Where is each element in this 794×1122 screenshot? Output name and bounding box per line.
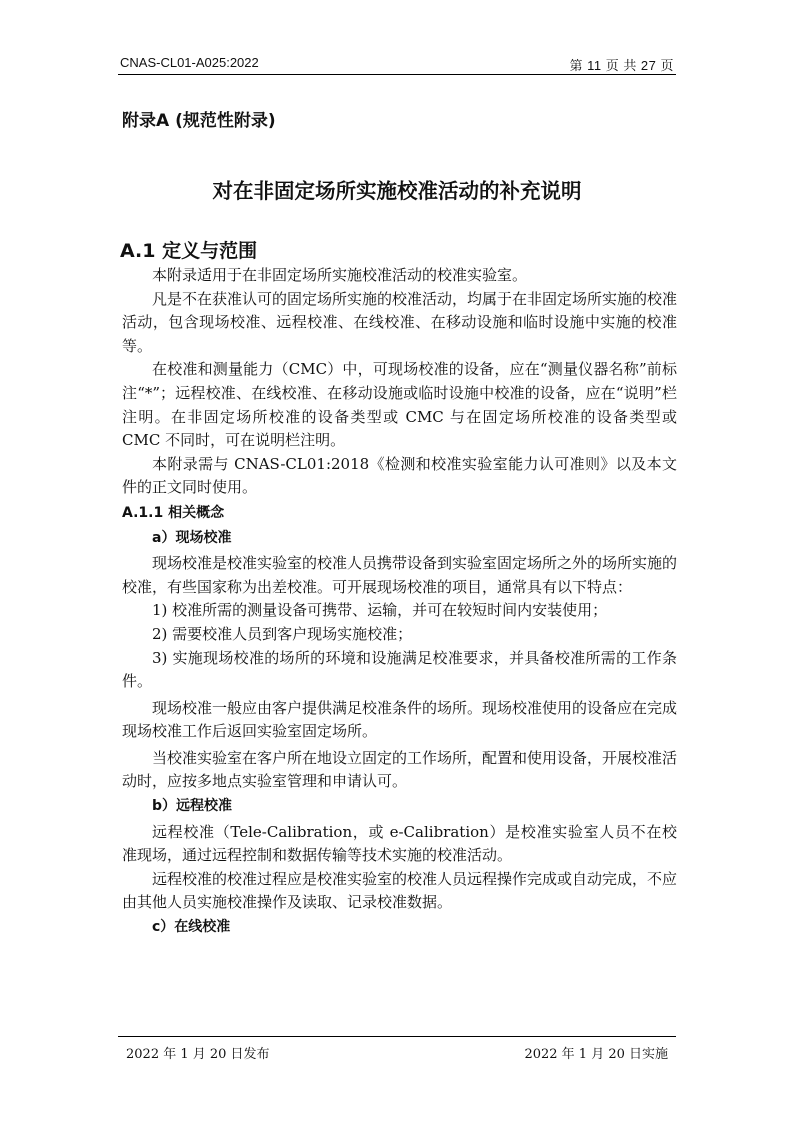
paragraph: 在校准和测量能力（CMC）中，可现场校准的设备，应在“测量仪器名称”前标注“*”；远程校准、在线校准、在移动设施或临时设施中校准的设备，应在“说明”栏注明。在非固定场所校准的设备类型或 CMC 与在固定场所校准的设备类型或 CMC 不同时，可在说明栏注明。 bbox=[122, 360, 677, 450]
item-heading-remote: b）远程校准 bbox=[152, 798, 233, 815]
section-heading: A.1 定义与范围 bbox=[120, 240, 258, 262]
subsection-heading: A.1.1 相关概念 bbox=[122, 504, 225, 521]
document-code: CNAS-CL01-A025:2022 bbox=[120, 55, 259, 70]
list-item: 1) 校准所需的测量设备可携带、运输，并可在较短时间内安装使用； bbox=[152, 601, 608, 620]
page-footer bbox=[118, 1036, 676, 1062]
item-heading-onsite: a）现场校准 bbox=[152, 529, 232, 546]
paragraph: 现场校准是校准实验室的校准人员携带设备到实验室固定场所之外的场所实施的校准，有些国家称为出差校准。可开展现场校准的项目，通常具有以下特点： bbox=[122, 554, 678, 596]
paragraph: 现场校准一般应由客户提供满足校准条件的场所。现场校准使用的设备应在完成现场校准工作后返回实验室固定场所。 bbox=[122, 698, 678, 741]
page-header bbox=[118, 52, 676, 75]
paragraph: 远程校准（Tele-Calibration，或 e-Calibration）是校准实验室人员不在校准现场，通过远程控制和数据传输等技术实施的校准活动。 bbox=[122, 822, 677, 865]
body-content bbox=[122, 264, 677, 942]
document-title: 对在非固定场所实施校准活动的补充说明 bbox=[212, 179, 582, 203]
issue-date: 2022 年 1 月 20 日发布 bbox=[126, 1047, 270, 1062]
effective-date: 2022 年 1 月 20 日实施 bbox=[524, 1047, 668, 1062]
item-heading-online: c）在线校准 bbox=[152, 919, 231, 936]
list-item: 3) 实施现场校准的场所的环境和设施满足校准要求，并具备校准所需的工作条件。 bbox=[122, 648, 677, 691]
appendix-title: 附录A (规范性附录) bbox=[122, 111, 276, 131]
list-item: 2) 需要校准人员到客户现场实施校准； bbox=[152, 624, 413, 643]
paragraph: 远程校准的校准过程应是校准实验室的校准人员远程操作完成或自动完成，不应由其他人员实施校准操作及读取、记录校准数据。 bbox=[122, 869, 678, 912]
page-number: 第 11 页 共 27 页 bbox=[569, 58, 674, 73]
paragraph: 凡是不在获准认可的固定场所实施的校准活动，均属于在非固定场所实施的校准活动，包含现场校准、远程校准、在线校准、在移动设施和临时设施中实施的校准等。 bbox=[122, 289, 678, 355]
paragraph: 本附录适用于在非固定场所实施校准活动的校准实验室。 bbox=[152, 266, 528, 284]
paragraph: 本附录需与 CNAS-CL01:2018《检测和校准实验室能力认可准则》以及本文件的正文同时使用。 bbox=[122, 454, 677, 497]
paragraph: 当校准实验室在客户所在地设立固定的工作场所，配置和使用设备，开展校准活动时，应按多地点实验室管理和申请认可。 bbox=[122, 748, 678, 791]
